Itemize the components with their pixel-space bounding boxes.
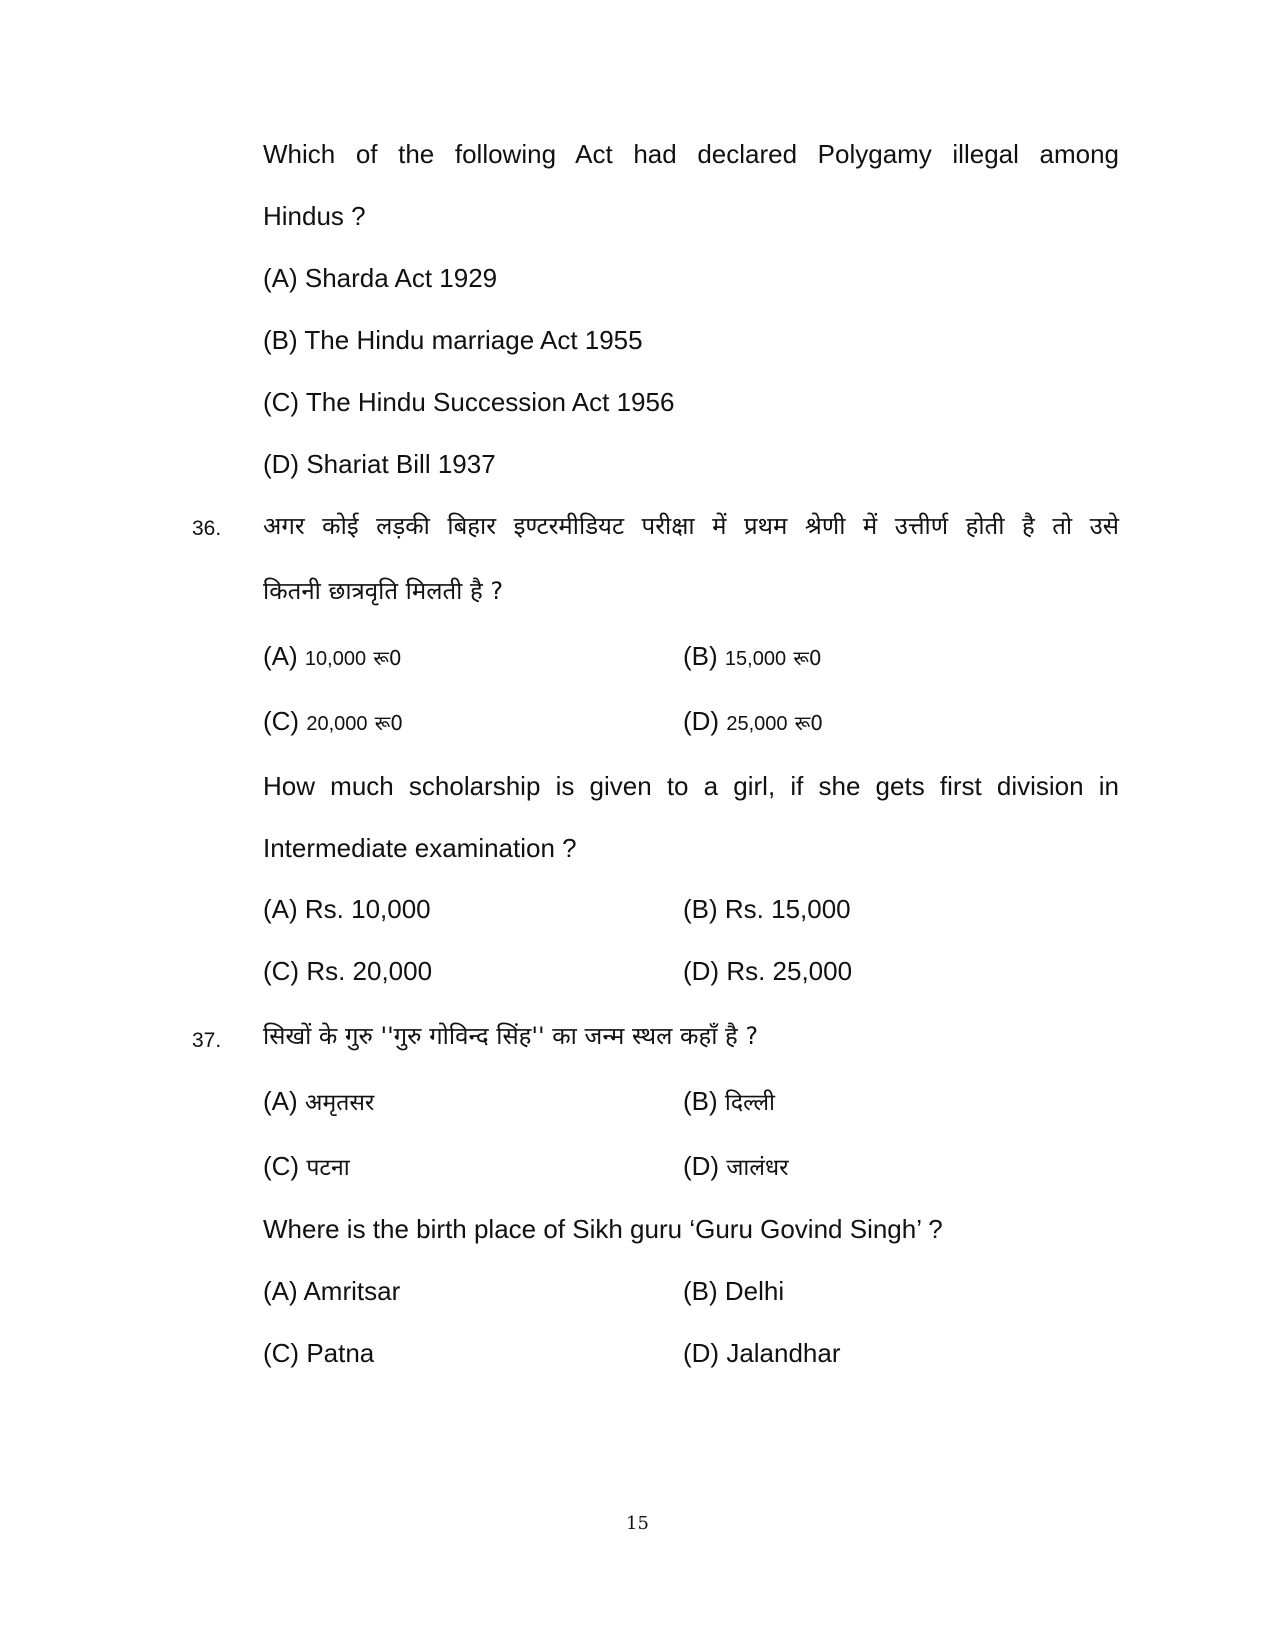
option-text: दिल्ली — [724, 1090, 776, 1116]
option-label: (C) — [263, 1151, 300, 1181]
q36-question-hindi-line-1: अगर कोई लड़की बिहार इण्टरमीडियट परीक्षा में प्रथम श्रेणी में उत्तीर्ण होती है तो उसे — [263, 512, 1119, 540]
q37-english-option-b: (B) Delhi — [683, 1276, 785, 1306]
q36-hindi-option-d — [683, 705, 823, 740]
option-label: (C) — [263, 706, 300, 736]
q35-option-b: (B) The Hindu marriage Act 1955 — [263, 325, 643, 355]
option-unit: रू0 — [374, 711, 403, 735]
q36-english-option-c: (C) Rs. 20,000 — [263, 956, 433, 986]
option-label: (D) — [683, 1151, 720, 1181]
option-unit: रू0 — [794, 711, 823, 735]
option-amount: 20,000 — [306, 713, 368, 735]
option-label: (A) — [263, 641, 298, 671]
option-amount: 10,000 — [304, 648, 367, 670]
q36-number: 36. — [192, 517, 222, 540]
q36-english-option-b: (B) Rs. 15,000 — [683, 894, 851, 924]
option-text: जालंधर — [726, 1155, 789, 1181]
q36-question-english-line-1: How much scholarship is given to a girl, if she gets first division in — [263, 771, 1119, 801]
q36-hindi-option-a — [263, 640, 402, 675]
q37-number: 37. — [192, 1029, 222, 1052]
option-text: अमृतसर — [304, 1090, 375, 1116]
option-label: (D) — [683, 706, 720, 736]
q35-question-line-2: Hindus ? — [263, 201, 366, 231]
q37-question-hindi: सिखों के गुरु ''गुरु गोविन्द सिंह'' का जन्म स्थल कहाँ है ? — [263, 1022, 759, 1050]
page-number: 15 — [626, 1513, 649, 1534]
option-amount: 15,000 — [724, 648, 787, 670]
option-text: पटना — [306, 1155, 350, 1181]
q36-hindi-option-c — [263, 705, 403, 740]
q37-hindi-option-d — [683, 1150, 789, 1184]
option-amount: 25,000 — [726, 713, 788, 735]
q37-english-option-a: (A) Amritsar — [263, 1276, 401, 1306]
q35-option-c: (C) The Hindu Succession Act 1956 — [263, 387, 675, 417]
q37-hindi-option-c — [263, 1150, 350, 1184]
q35-option-a: (A) Sharda Act 1929 — [263, 263, 498, 293]
q36-hindi-option-b — [683, 640, 822, 675]
option-label: (B) — [683, 641, 718, 671]
q36-question-hindi-line-2: कितनी छात्रवृति मिलती है ? — [263, 577, 504, 605]
option-label: (B) — [683, 1086, 718, 1116]
q36-question-english-line-2: Intermediate examination ? — [263, 833, 577, 863]
q37-question-english: Where is the birth place of Sikh guru ‘Guru Govind Singh’ ? — [263, 1214, 943, 1244]
q37-hindi-option-b — [683, 1085, 775, 1119]
option-label: (A) — [263, 1086, 298, 1116]
q37-english-option-d: (D) Jalandhar — [683, 1338, 841, 1368]
q36-english-option-d: (D) Rs. 25,000 — [683, 956, 853, 986]
q37-hindi-option-a — [263, 1085, 374, 1119]
q35-question-line-1: Which of the following Act had declared Polygamy illegal among — [263, 139, 1119, 169]
q37-english-option-c: (C) Patna — [263, 1338, 375, 1368]
option-unit: रू0 — [793, 646, 822, 670]
q35-option-d: (D) Shariat Bill 1937 — [263, 449, 496, 479]
option-unit: रू0 — [373, 646, 402, 670]
q36-english-option-a: (A) Rs. 10,000 — [263, 894, 431, 924]
